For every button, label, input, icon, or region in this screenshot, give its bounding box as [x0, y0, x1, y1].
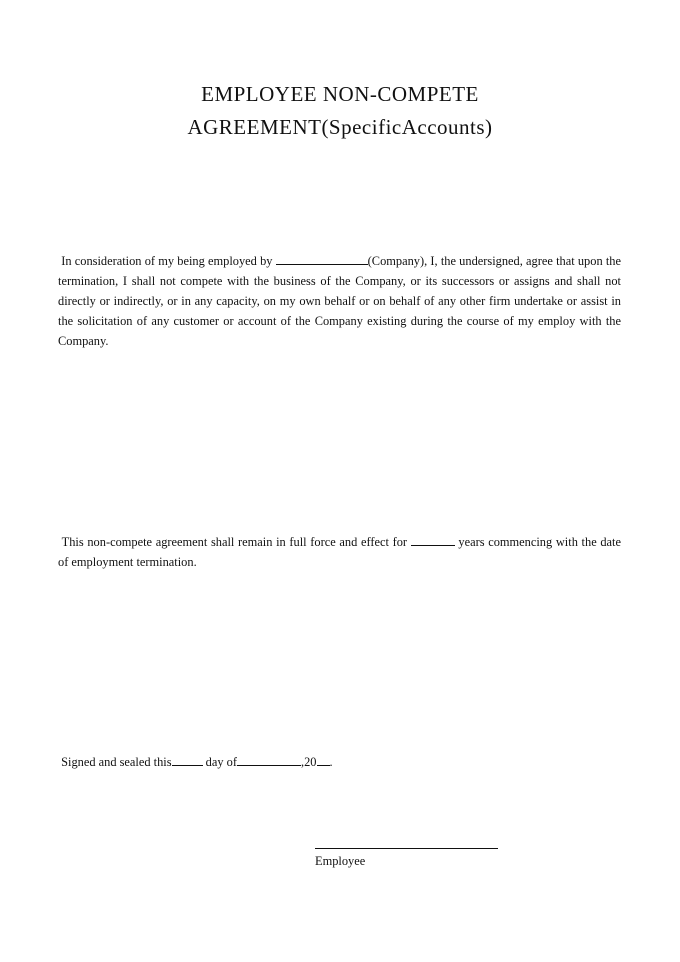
document-title-line-1: EMPLOYEE NON-COMPETE [201, 82, 479, 106]
period-text: . [329, 755, 333, 769]
year-blank[interactable] [317, 754, 330, 766]
day-of-text: day of [202, 755, 237, 769]
employee-signature-line[interactable] [315, 848, 498, 849]
employee-signature-label: Employee [315, 854, 366, 868]
document-title-line-2: AGREEMENT(SpecificAccounts) [187, 115, 493, 139]
company-name-blank[interactable] [276, 253, 368, 265]
term-paragraph [58, 532, 621, 572]
consideration-paragraph [58, 251, 621, 351]
consideration-text-start: In consideration of my being employed by [61, 254, 276, 268]
signed-text: Signed and sealed this [61, 755, 172, 769]
term-text-start: This non-compete agreement shall remain in full force and effect for [61, 535, 411, 549]
day-blank[interactable] [172, 754, 203, 766]
term-text-rest: years commencing with the date of employment termination. [58, 535, 621, 569]
month-blank[interactable] [237, 754, 301, 766]
consideration-text-rest: (Company), I, the undersigned, agree that upon the termination, I shall not compete with the business of the Company, or its successors or assigns and shall not directly or indirectly, or in any capacity, on my own behalf or on behalf of any other firm undertake or assist in the solicitation of any customer or account of the Company existing during the course of my employ with the Company. [58, 254, 621, 348]
years-blank[interactable] [411, 534, 455, 546]
year-prefix-text: ,20 [301, 755, 317, 769]
signed-sealed-line [58, 752, 621, 772]
